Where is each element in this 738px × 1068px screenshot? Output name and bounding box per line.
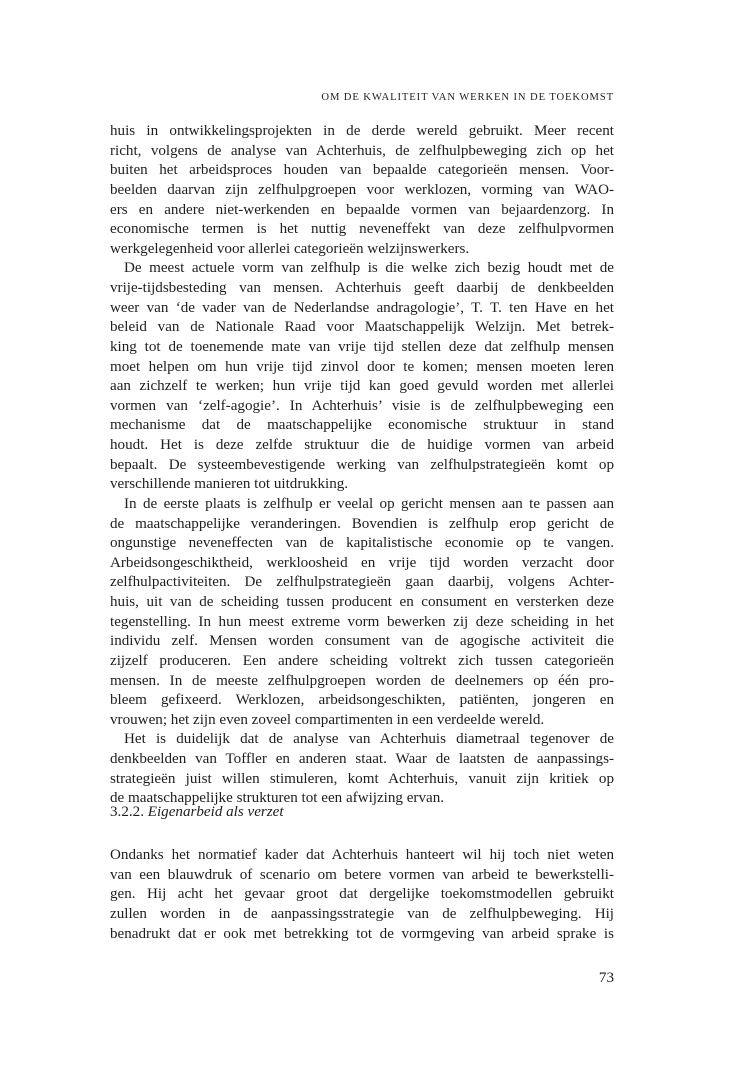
text-line: verschillende manieren tot uitdrukking. <box>110 476 349 493</box>
text-line: gen. Hij acht het gevaar groot dat dergelijke toekomstmodellen gebruikt <box>110 886 614 903</box>
text-line: Arbeidsongeschiktheid, werkloosheid en vrije tijd worden verzacht door <box>110 554 614 571</box>
text-line: werkgelegenheid voor allerlei categorieën welzijnswerkers. <box>110 240 470 257</box>
text-line: vrouwen; het zijn even zoveel compartimenten in een verdeelde wereld. <box>110 711 545 728</box>
text-line: zelfhulpactiviteiten. De zelfhulpstrategieën gaan daarbij, volgens Achter- <box>110 574 614 591</box>
text-line: beleid van de Nationale Raad voor Maatschappelijk Welzijn. Met betrek- <box>110 319 614 336</box>
paragraph-4 <box>110 730 614 809</box>
page-number: 73 <box>598 970 614 986</box>
text-line: van een blauwdruk of scenario om betere vormen van arbeid te bewerkstelli- <box>110 866 614 883</box>
section-body-text <box>110 846 614 944</box>
body-text <box>110 122 614 809</box>
text-line: economische termen is het nuttig neveneffekt van deze zelfhulpvormen <box>110 221 614 238</box>
text-line: aan zichzelf te werken; hun vrije tijd kan goed gevuld worden met allerlei <box>110 378 614 395</box>
text-line: mensen. In de meeste zelfhulpgroepen worden de deelnemers op één pro- <box>110 672 614 689</box>
text-line: buiten het arbeidsproces houden van bepaalde categorieën mensen. Voor- <box>110 162 614 179</box>
running-head: OM DE KWALITEIT VAN WERKEN IN DE TOEKOMST <box>321 92 614 103</box>
text-line: ers en andere niet-werkenden en bepaalde vormen van bejaardenzorg. In <box>110 201 614 218</box>
text-line: de maatschappelijke strukturen tot een afwijzing ervan. <box>110 790 445 807</box>
text-line: De meest actuele vorm van zelfhulp is die welke zich bezig houdt met de <box>124 260 614 277</box>
text-line: Het is duidelijk dat de analyse van Achterhuis diametraal tegenover de <box>124 731 614 748</box>
text-line: ongunstige neveneffecten van de kapitalistische economie op te vangen. <box>110 535 614 552</box>
section-heading <box>110 803 614 823</box>
paragraph-2 <box>110 259 614 495</box>
section-number: 3.2.2. <box>110 804 144 820</box>
text-line: strategieën juist willen stimuleren, komt Achterhuis, vanuit zijn kritiek op <box>110 770 614 787</box>
text-line: In de eerste plaats is zelfhulp er veelal op gericht mensen aan te passen aan <box>124 495 614 512</box>
text-line: moet helpen om hun vrije tijd zinvol door te komen; mensen moeten leren <box>110 358 614 375</box>
text-line: zijzelf produceren. Een andere scheiding voltrekt zich tussen categorieën <box>110 652 614 669</box>
text-line: huis in ontwikkelingsprojekten in de derde wereld gebruikt. Meer recent <box>110 123 614 139</box>
text-line: bleem gefixeerd. Werklozen, arbeidsongeschikten, patiënten, jongeren en <box>110 692 614 709</box>
text-line: bepaalt. De systeembevestigende werking van zelfhulpstrategieën komt op <box>110 456 614 473</box>
text-line: tegenstelling. In hun meest extreme vorm bewerken zij deze scheiding in het <box>110 613 614 630</box>
text-line: vrije-tijdsbesteding van mensen. Achterhuis geeft daarbij de denkbeelden <box>110 280 614 296</box>
text-line: de maatschappelijke veranderingen. Bovendien is zelfhulp erop gericht de <box>110 515 614 532</box>
text-line: beelden daarvan zijn zelfhulpgroepen voor werklozen, vorming van WAO- <box>110 181 614 198</box>
text-line: benadrukt dat er ook met betrekking tot de vormgeving van arbeid sprake is <box>110 925 614 942</box>
text-line: weer van ‘de vader van de Nederlandse andragologie’, T. T. ten Have en het <box>110 299 614 316</box>
text-line: huis, uit van de scheiding tussen producent en consument en versterken deze <box>110 594 614 610</box>
text-line: houdt. Het is deze zelfde struktuur die de huidige vormen van arbeid <box>110 437 614 453</box>
text-line: Ondanks het normatief kader dat Achterhuis hanteert wil hij toch niet weten <box>110 847 614 863</box>
paragraph-3 <box>110 495 614 731</box>
text-line: king tot de toenemende mate van vrije tijd stellen deze dat zelfhulp mensen <box>110 338 614 355</box>
text-line: denkbeelden van Toffler en anderen staat. Waar de laatsten de aanpassings- <box>110 751 614 767</box>
section-title: Eigenarbeid als verzet <box>147 804 284 820</box>
text-line: zullen worden in de aanpassingsstrategie van de zelfhulpbeweging. Hij <box>110 905 614 922</box>
text-line: individu zelf. Mensen worden consument van de agogische activiteit die <box>110 633 614 650</box>
paragraph-1 <box>110 122 614 259</box>
paragraph-5 <box>110 846 614 944</box>
text-line: richt, volgens de analyse van Achterhuis, de zelfhulpbeweging zich op het <box>110 142 614 159</box>
text-line: vormen van ‘zelf-agogie’. In Achterhuis’ visie is de zelfhulpbeweging een <box>110 397 614 414</box>
text-line: mechanisme dat de maatschappelijke economische struktuur in stand <box>110 417 614 434</box>
